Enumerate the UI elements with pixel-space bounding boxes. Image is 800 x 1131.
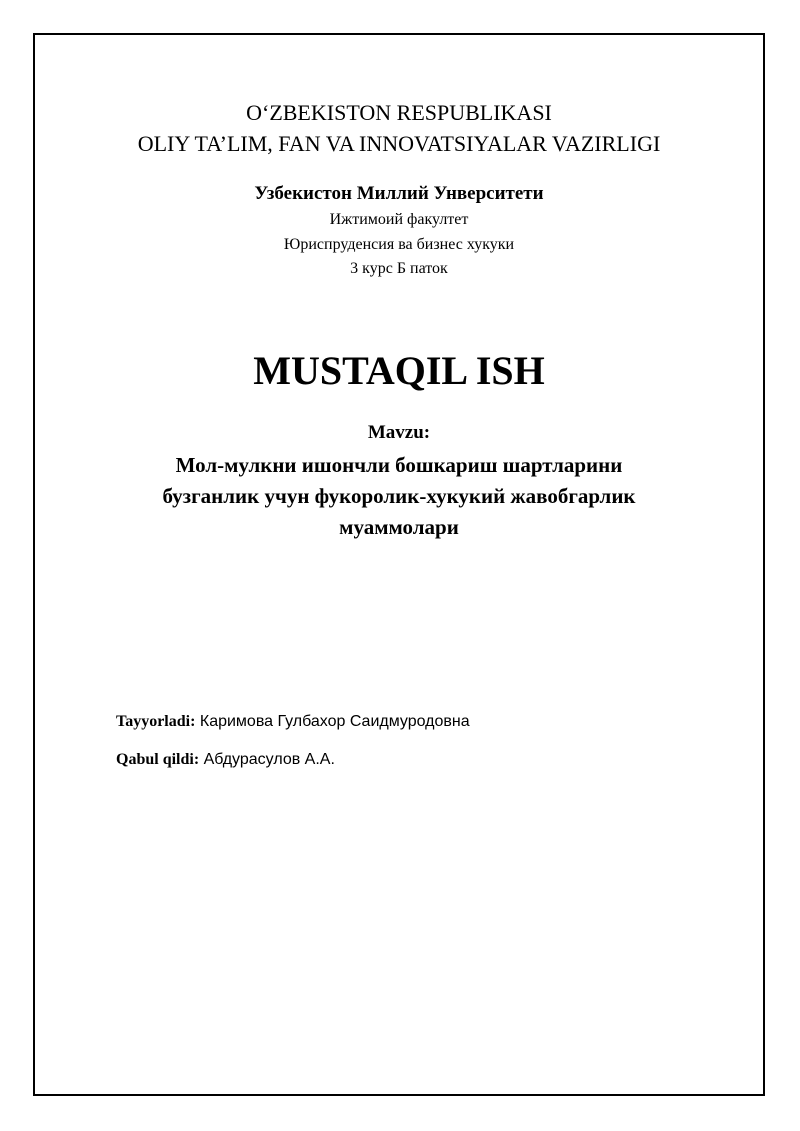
ministry-header-line-2: OLIY TA’LIM, FAN VA INNOVATSIYALAR VAZIRLIGI <box>137 131 661 156</box>
university-name: Узбекистон Миллий Унверситети <box>254 183 544 204</box>
topic-text <box>33 450 765 543</box>
topic-line: бузганлик учун фукоролик-хукукий жавобгарлик <box>162 484 636 508</box>
topic-line: муаммолари <box>339 515 459 539</box>
faculty-name: Ижтимоий факултет <box>329 211 469 228</box>
receiver-name: Абдурасулов А.А. <box>199 751 335 768</box>
author-name: Каримова Гулбахор Саидмуродовна <box>195 713 470 730</box>
ministry-header-line-1: O‘ZBEKISTON RESPUBLIKASI <box>246 100 552 125</box>
author-line <box>116 711 470 733</box>
topic-line: Мол-мулкни ишончли бошкариш шартларини <box>175 453 623 477</box>
receiver-label: Qabul qildi: <box>116 751 200 768</box>
document-title: MUSTAQIL ISH <box>253 348 545 393</box>
topic-label: Mavzu: <box>367 422 431 443</box>
author-label: Tayyorladi: <box>116 713 196 730</box>
course-info: 3 курс Б паток <box>350 260 448 277</box>
specialty-name: Юриспруденсия ва бизнес хукуки <box>283 236 515 253</box>
receiver-line <box>116 749 335 771</box>
